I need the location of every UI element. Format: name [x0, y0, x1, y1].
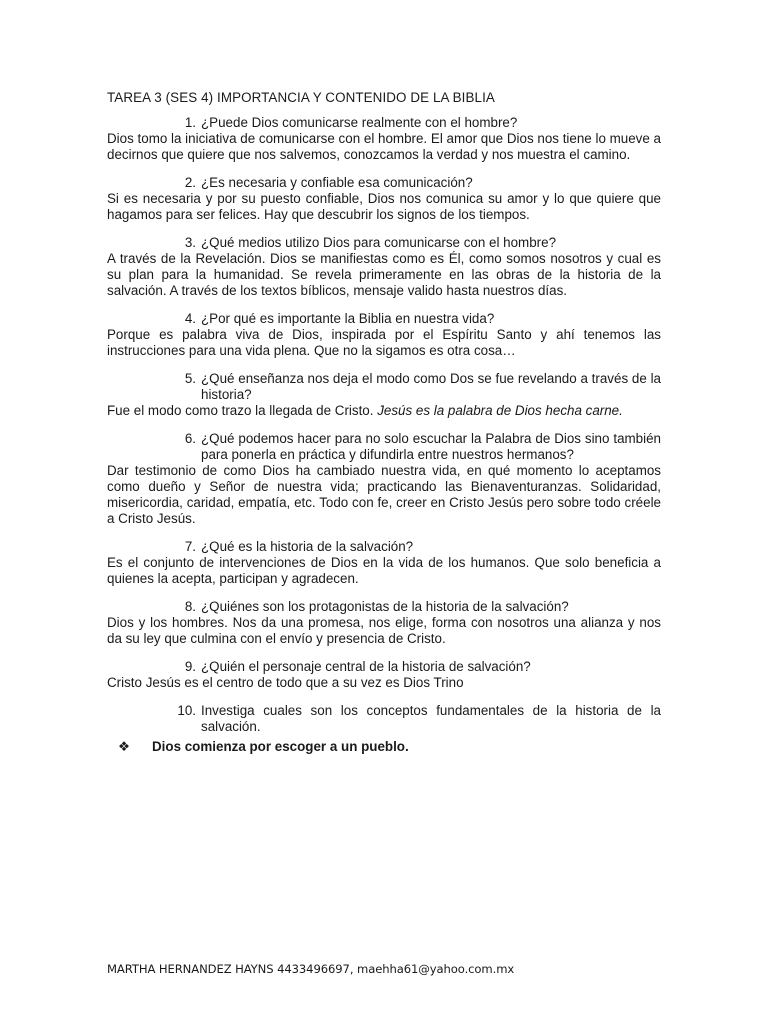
question-5: 5. ¿Qué enseñanza nos deja el modo como Dos se fue revelando a través de la historia? [184, 371, 661, 402]
question-10: 10. Investiga cuales son los conceptos fundamentales de la historia de la salvación. [177, 703, 661, 734]
answer-7: Es el conjunto de intervenciones de Dios en la vida de los humanos. Que solo beneficia a quienes la acepta, participan y agradecen. [107, 555, 661, 586]
qa-item-7 [107, 539, 661, 587]
qa-item-5 [107, 371, 661, 419]
question-8: 8. ¿Quiénes son los protagonistas de la historia de la salvación? [184, 599, 569, 614]
bullet-text: Dios comienza por escoger a un pueblo. [152, 739, 409, 754]
answer-6: Dar testimonio de como Dios ha cambiado nuestra vida, en qué momento lo aceptamos como dueño y Señor de nuestra vida; practicando las Bienaventuranzas. Solidaridad, misericordia, caridad, empatía, etc. Todo con fe, creer en Cristo Jesús pero sobre todo créele a Cristo Jesús. [107, 463, 661, 526]
answer-5: Fue el modo como trazo la llegada de Cristo. Jesús es la palabra de Dios hecha carne. [107, 403, 623, 418]
answer-3: A través de la Revelación. Dios se manifiestas como es Él, como somos nosotros y cual es su plan para la humanidad. Se revela primeramente en las obras de la historia de la salvación. A través de los textos bíblicos, mensaje valido hasta nuestros días. [107, 251, 661, 298]
answer-2: Si es necesaria y por su puesto confiable, Dios nos comunica su amor y lo que quiere que hagamos para ser felices. Hay que descubrir los signos de los tiempos. [107, 191, 661, 222]
qa-item-1 [107, 115, 661, 163]
answer-5-italic: Jesús es la palabra de Dios hecha carne. [377, 403, 623, 418]
diamond-bullet-icon: ❖ [118, 739, 131, 754]
qa-item-4 [107, 311, 661, 359]
question-2: 2. ¿Es necesaria y confiable esa comunicación? [184, 175, 473, 190]
footer-contact: MARTHA HERNANDEZ HAYNS 4433496697, maehha61@yahoo.com.mx [107, 962, 515, 976]
answer-1: Dios tomo la iniciativa de comunicarse con el hombre. El amor que Dios nos tiene lo mueve a decirnos que quiere que nos salvemos, conozcamos la verdad y nos muestra el camino. [107, 131, 661, 162]
answer-4: Porque es palabra viva de Dios, inspirada por el Espíritu Santo y ahí tenemos las instrucciones para una vida plena. Que no la sigamos es otra cosa… [107, 327, 661, 358]
question-9: 9. ¿Quién el personaje central de la historia de salvación? [184, 659, 531, 674]
question-4: 4. ¿Por qué es importante la Biblia en nuestra vida? [184, 311, 495, 326]
qa-item-8 [107, 599, 661, 647]
qa-item-10 [107, 703, 661, 735]
question-1: 1. ¿Puede Dios comunicarse realmente con el hombre? [184, 115, 518, 130]
bullet-item [107, 739, 661, 755]
question-7: 7. ¿Qué es la historia de la salvación? [184, 539, 414, 554]
answer-9: Cristo Jesús es el centro de todo que a su vez es Dios Trino [107, 675, 464, 690]
qa-item-2 [107, 175, 661, 223]
question-6: 6. ¿Qué podemos hacer para no solo escuchar la Palabra de Dios sino también para ponerla en práctica y difundirla entre nuestros hermanos? [184, 431, 661, 462]
document-page [107, 90, 661, 755]
qa-item-3 [107, 235, 661, 299]
answer-8: Dios y los hombres. Nos da una promesa, nos elige, forma con nosotros una alianza y nos da su ley que culmina con el envío y presencia de Cristo. [107, 615, 661, 646]
qa-item-6 [107, 431, 661, 527]
document-title: TAREA 3 (SES 4) IMPORTANCIA Y CONTENIDO DE LA BIBLIA [107, 90, 495, 105]
question-3: 3. ¿Qué medios utilizo Dios para comunicarse con el hombre? [184, 235, 557, 250]
qa-item-9 [107, 659, 661, 691]
